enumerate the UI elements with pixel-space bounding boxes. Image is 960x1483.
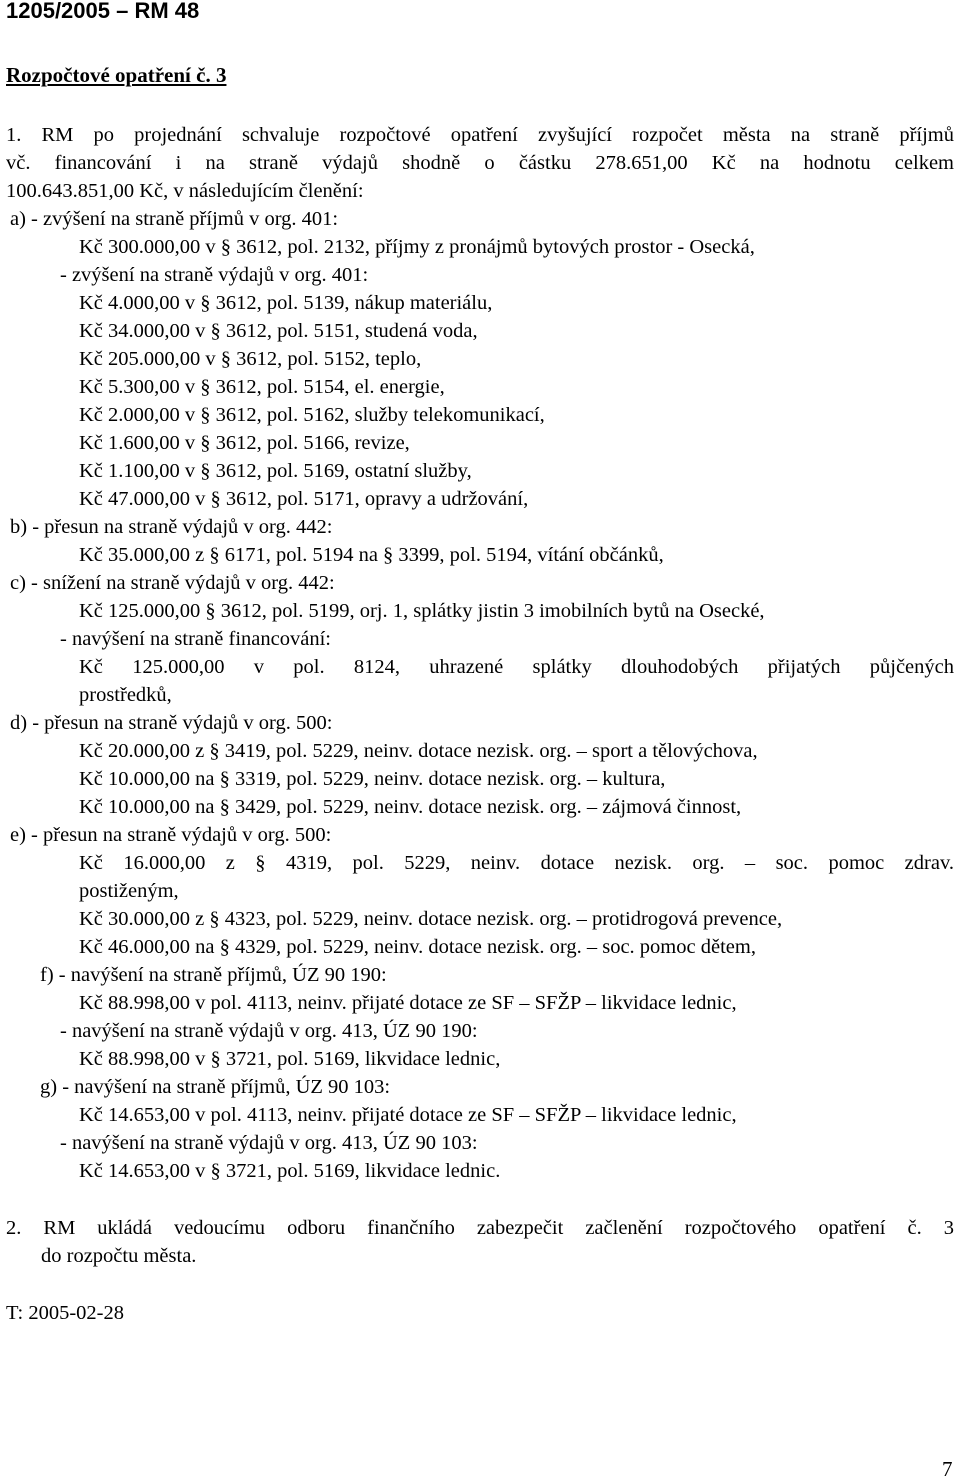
paragraph-line: vč. financování i na straně výdajů shodně o částku 278.651,00 Kč na hodnotu celkem [6, 152, 954, 174]
subsection-heading: - navýšení na straně výdajů v org. 413, ÚZ 90 190: [60, 1020, 478, 1042]
paragraph-2-line: do rozpočtu města. [41, 1245, 197, 1267]
budget-item: Kč 88.998,00 v pol. 4113, neinv. přijaté dotace ze SF – SFŽP – likvidace lednic, [79, 992, 737, 1014]
deadline: T: 2005-02-28 [6, 1302, 124, 1324]
budget-item: Kč 16.000,00 z § 4319, pol. 5229, neinv. dotace nezisk. org. – soc. pomoc zdrav. [79, 852, 954, 874]
budget-item: Kč 35.000,00 z § 6171, pol. 5194 na § 3399, pol. 5194, vítání občánků, [79, 544, 664, 566]
budget-item: Kč 125.000,00 § 3612, pol. 5199, orj. 1, splátky jistin 3 imobilních bytů na Osecké, [79, 600, 765, 622]
budget-item: Kč 20.000,00 z § 3419, pol. 5229, neinv. dotace nezisk. org. – sport a tělovýchova, [79, 740, 758, 762]
paragraph-line: 100.643.851,00 Kč, v následujícím členění: [6, 180, 364, 202]
budget-item: Kč 10.000,00 na § 3429, pol. 5229, neinv. dotace nezisk. org. – zájmová činnost, [79, 796, 742, 818]
page-number: 7 [942, 1457, 953, 1481]
budget-item: Kč 2.000,00 v § 3612, pol. 5162, služby telekomunikací, [79, 404, 545, 426]
budget-item: Kč 14.653,00 v § 3721, pol. 5169, likvidace lednic. [79, 1160, 501, 1182]
budget-item: Kč 5.300,00 v § 3612, pol. 5154, el. energie, [79, 376, 445, 398]
subsection-heading: - zvýšení na straně výdajů v org. 401: [60, 264, 369, 286]
budget-item: Kč 88.998,00 v § 3721, pol. 5169, likvidace lednic, [79, 1048, 501, 1070]
section-f-heading: f) - navýšení na straně příjmů, ÚZ 90 190: [40, 964, 387, 986]
budget-item: Kč 1.100,00 v § 3612, pol. 5169, ostatní služby, [79, 460, 472, 482]
budget-item: Kč 34.000,00 v § 3612, pol. 5151, studená voda, [79, 320, 478, 342]
budget-item: Kč 10.000,00 na § 3319, pol. 5229, neinv. dotace nezisk. org. – kultura, [79, 768, 666, 790]
budget-item: Kč 205.000,00 v § 3612, pol. 5152, teplo, [79, 348, 422, 370]
document-subtitle: Rozpočtové opatření č. 3 [6, 63, 227, 87]
subsection-heading: - navýšení na straně výdajů v org. 413, ÚZ 90 103: [60, 1132, 478, 1154]
document-header: 1205/2005 – RM 48 [6, 0, 200, 23]
budget-item: Kč 30.000,00 z § 4323, pol. 5229, neinv. dotace nezisk. org. – protidrogová prevence, [79, 908, 783, 930]
section-g-heading: g) - navýšení na straně příjmů, ÚZ 90 103: [40, 1076, 391, 1098]
budget-item-continuation: postiženým, [79, 880, 179, 902]
budget-item: Kč 125.000,00 v pol. 8124, uhrazené splátky dlouhodobých přijatých půjčených [79, 656, 954, 678]
paragraph-2-line: 2. RM ukládá vedoucímu odboru finančního zabezpečit začlenění rozpočtového opatření č. 3 [6, 1217, 954, 1239]
section-a-heading: a) - zvýšení na straně příjmů v org. 401: [10, 208, 339, 230]
budget-item-continuation: prostředků, [79, 684, 172, 706]
paragraph-line: 1. RM po projednání schvaluje rozpočtové opatření zvyšující rozpočet města na straně příjmů [6, 124, 954, 146]
section-b-heading: b) - přesun na straně výdajů v org. 442: [10, 516, 333, 538]
budget-item: Kč 46.000,00 na § 4329, pol. 5229, neinv. dotace nezisk. org. – soc. pomoc dětem, [79, 936, 756, 958]
section-c-heading: c) - snížení na straně výdajů v org. 442: [10, 572, 335, 594]
budget-item: Kč 300.000,00 v § 3612, pol. 2132, příjmy z pronájmů bytových prostor - Osecká, [79, 236, 755, 258]
section-d-heading: d) - přesun na straně výdajů v org. 500: [10, 712, 333, 734]
budget-item: Kč 14.653,00 v pol. 4113, neinv. přijaté dotace ze SF – SFŽP – likvidace lednic, [79, 1104, 737, 1126]
budget-item: Kč 47.000,00 v § 3612, pol. 5171, opravy a udržování, [79, 488, 529, 510]
budget-item: Kč 1.600,00 v § 3612, pol. 5166, revize, [79, 432, 410, 454]
subsection-heading: - navýšení na straně financování: [60, 628, 331, 650]
budget-item: Kč 4.000,00 v § 3612, pol. 5139, nákup materiálu, [79, 292, 493, 314]
section-e-heading: e) - přesun na straně výdajů v org. 500: [10, 824, 332, 846]
